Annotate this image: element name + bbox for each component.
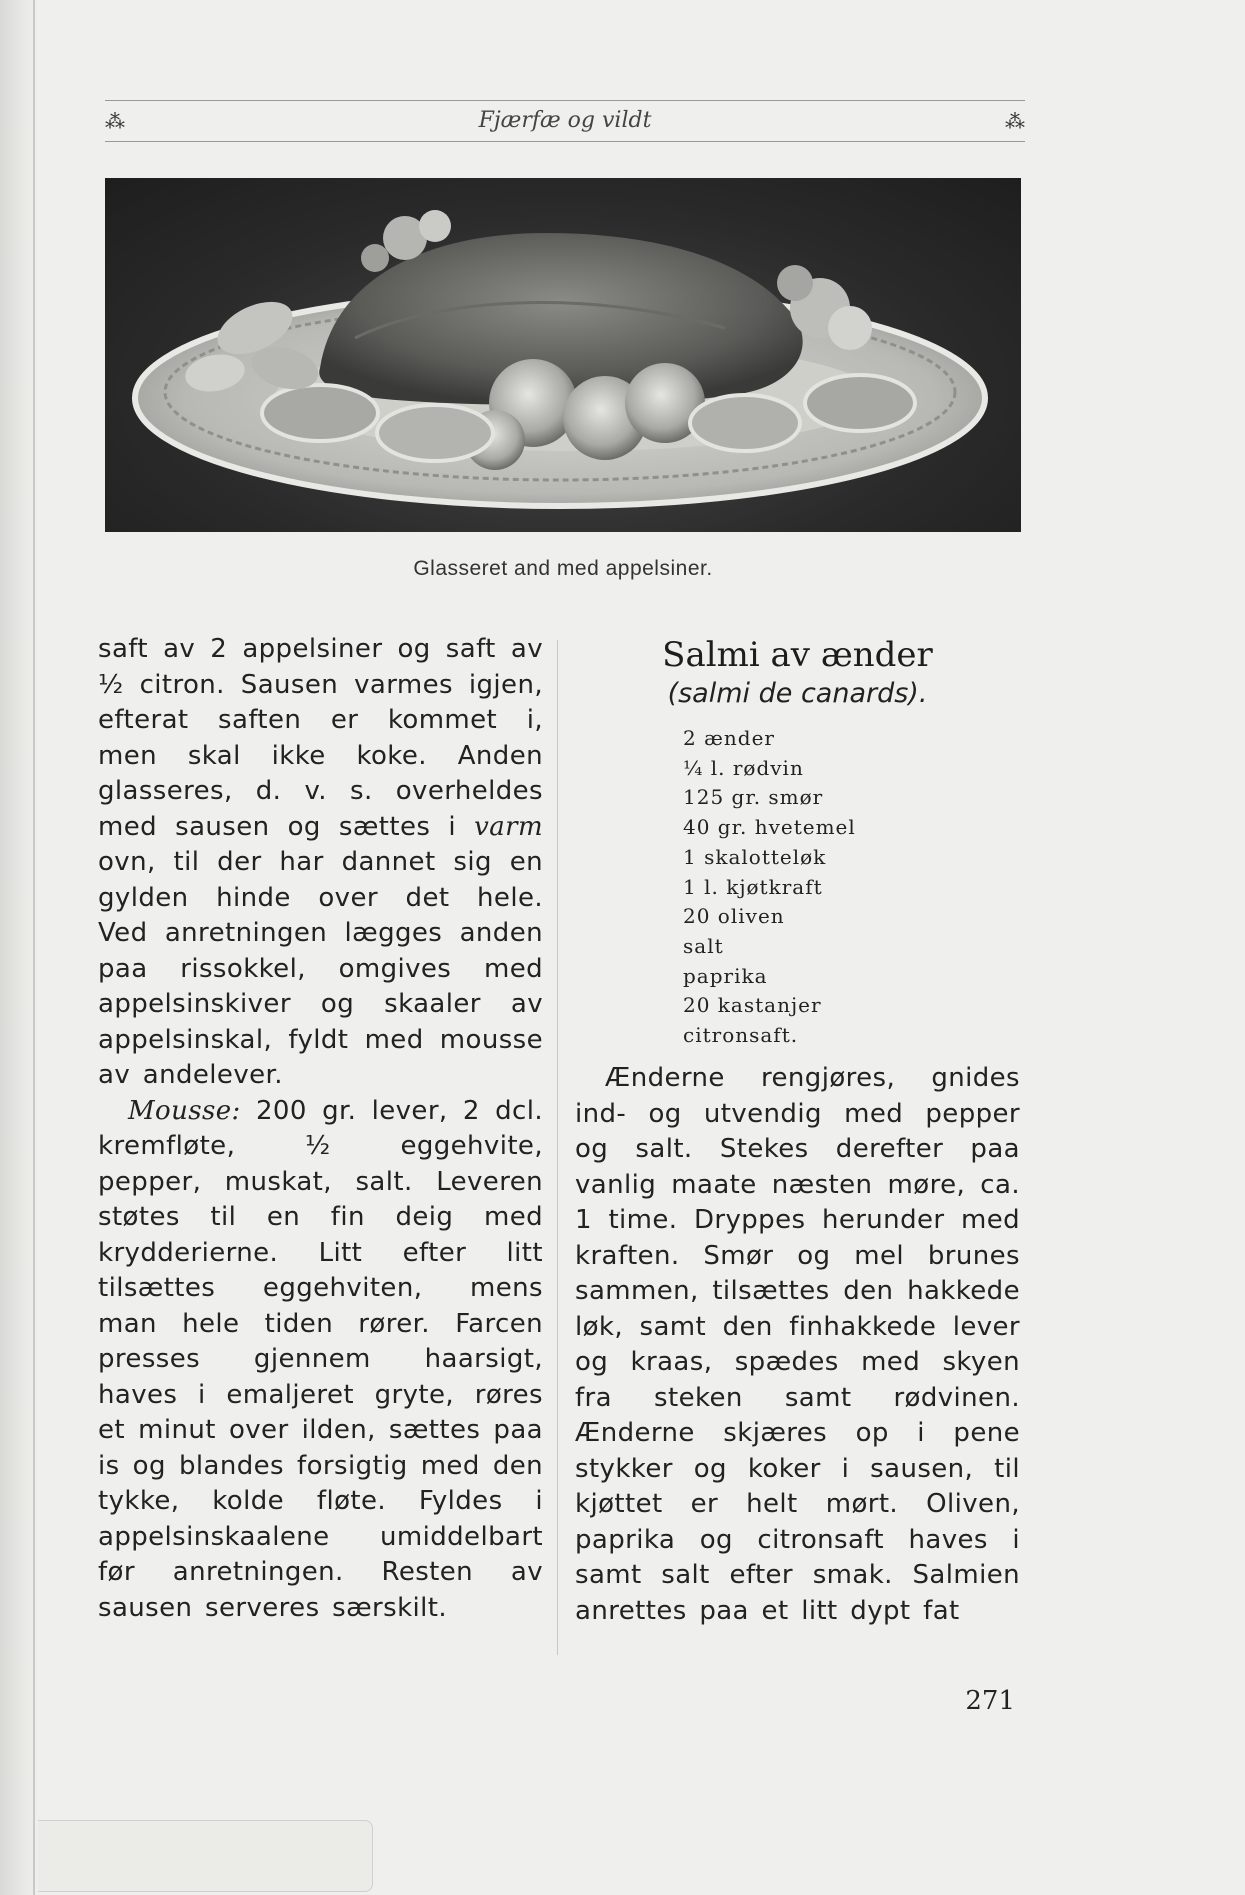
binding-line [33, 0, 35, 1895]
left-column [98, 632, 543, 1626]
ingredient-list [683, 724, 1013, 1051]
list-item: ¼ l. rødvin [683, 755, 804, 780]
list-item: 40 gr. hvetemel [683, 815, 856, 840]
mousse-text: 200 gr. lever, 2 dcl. kremfløte, ½ eggehvite, pepper, muskat, salt. Leveren støtes til en fin deig med krydderierne. Litt efter litt tilsættes eggehviten, mens man hele tiden rører. Farcen presses gjennem haarsigt, haves i emaljeret gryte, røres et minut over ilden, sættes paa is og blandes forsigtig med den tykke, kolde fløte. Fyldes i appelsinskaalene umiddelbart før anretningen. Resten av sausen serveres særskilt. [98, 1095, 543, 1623]
page-tab [38, 1820, 373, 1892]
list-item: 125 gr. smør [683, 785, 824, 810]
ornament-left-icon: ⁂ [105, 109, 125, 133]
recipe-subtitle: (salmi de canards). [667, 678, 928, 709]
list-item: paprika [683, 963, 768, 988]
list-item: salt [683, 933, 724, 958]
paragraph-glaze-part2: ovn, til der har dannet sig en gylden hinde over det hele. Ved anretningen lægges anden paa rissokkel, omgives med appelsinskiver og skaaler av appelsinskal, fyldt med mousse av andelever. [98, 847, 543, 1090]
list-item: 20 kastanjer [683, 993, 822, 1018]
ornament-right-icon: ⁂ [1005, 109, 1025, 133]
list-item: 20 oliven [683, 904, 785, 929]
duck-photo [105, 178, 1021, 532]
paragraph-glaze [98, 632, 543, 1094]
paragraph-glaze-part1: saft av 2 appelsiner og saft av ½ citron. Sausen varmes igjen, efterat saften er kommet i, men skal ikke koke. Anden glasseres, d. v. s. overheldes med sausen og sættes i [98, 634, 543, 842]
list-item: 2 ænder [683, 726, 775, 750]
running-head [105, 100, 1025, 142]
mousse-label: Mousse: [128, 1095, 241, 1126]
running-head-title: Fjærfæ og vildt [478, 108, 652, 133]
recipe-title: Salmi av ænder [662, 635, 933, 675]
page-number: 271 [965, 1686, 1015, 1716]
right-column-body [575, 1061, 1020, 1629]
list-item: 1 skalotteløk [683, 844, 827, 869]
paragraph-salmi: Ænderne rengjøres, gnides ind- og utvendig med pepper og salt. Stekes derefter paa vanlig maate næsten møre, ca. 1 time. Dryppes herunder med kraften. Smør og mel brunes sammen, tilsættes den hakkede løk, samt den finhakkede lever og kraas, spædes med skyen fra steken samt rødvinen. Ænderne skjæres op i pene stykker og koker i sausen, til kjøttet er helt mørt. Oliven, paprika og citronsaft haves i samt salt efter smak. Salmien anrettes paa et litt dypt fat [575, 1063, 1020, 1626]
list-item: 1 l. kjøtkraft [683, 874, 823, 899]
roast-duck-platter-image [105, 178, 1021, 532]
list-item: citronsaft. [683, 1023, 799, 1048]
emphasis-varm: varm [474, 811, 543, 842]
column-divider [557, 640, 558, 1655]
photo-caption: Glasseret and med appelsiner. [413, 557, 713, 580]
paragraph-mousse [98, 1094, 543, 1627]
